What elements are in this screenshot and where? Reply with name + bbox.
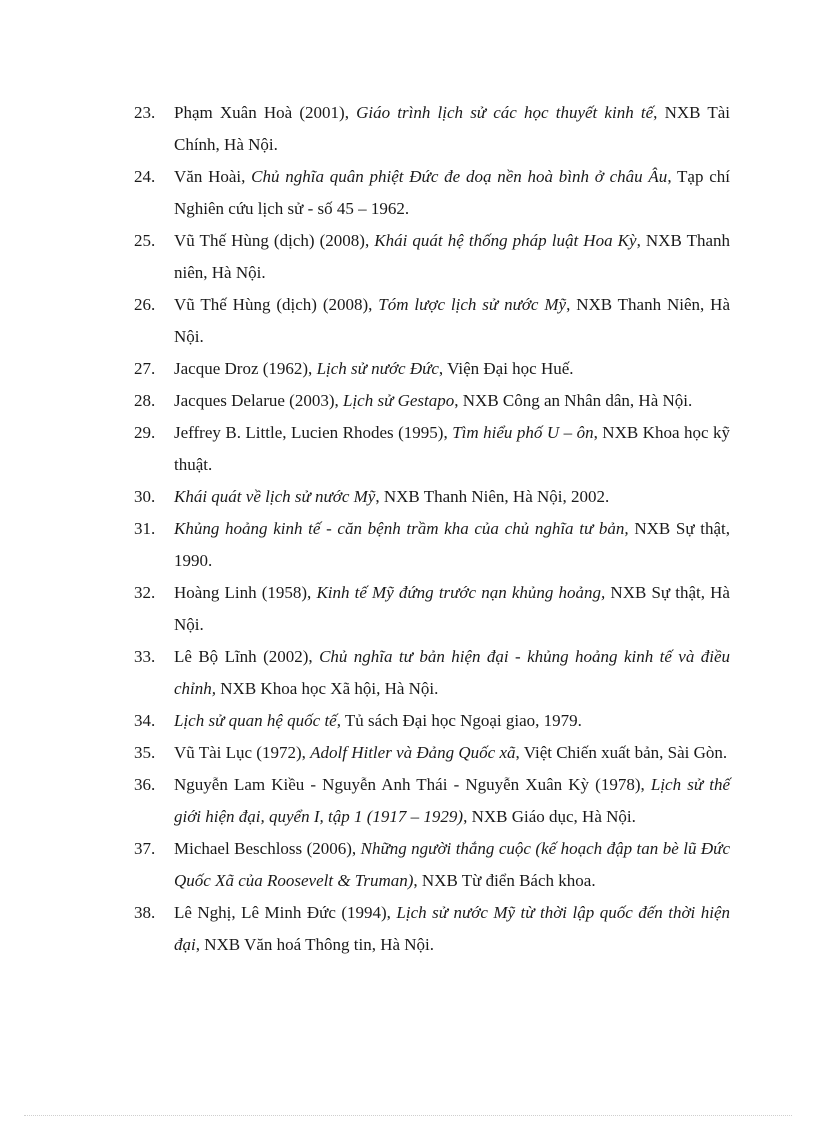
reference-number: 27. <box>134 359 156 378</box>
reference-title: Khái quát về lịch sử nước Mỹ <box>174 487 376 506</box>
reference-title: Lịch sử quan hệ quốc tế <box>174 711 337 730</box>
reference-title: Adolf Hitler và Đảng Quốc xã <box>310 743 516 762</box>
reference-number: 29. <box>134 423 156 442</box>
page-bottom-divider <box>24 1115 792 1116</box>
reference-title: Lịch sử nước Mỹ từ thời lập quốc đến thời hiện đại <box>174 903 731 954</box>
reference-text: Lê Nghị, Lê Minh Đức (1994), <box>174 903 397 922</box>
reference-text: NXB Sự thật, 1990. <box>174 519 730 570</box>
reference-item <box>0 225 730 289</box>
reference-item <box>0 481 730 513</box>
reference-item <box>0 353 730 385</box>
reference-text: , NXB Thanh Niên, Hà Nội, 2002. <box>375 487 610 506</box>
reference-text: , Tủ sách Đại học Ngoại giao, 1979. <box>336 711 582 730</box>
reference-number: 36. <box>134 775 156 794</box>
reference-title: Chủ nghĩa quân phiệt Đức đe doạ nền hoà bình ở châu Âu <box>251 167 668 186</box>
reference-title: Khái quát hệ thống pháp luật Hoa Kỳ <box>374 231 637 250</box>
reference-text: Jeffrey B. Little, Lucien Rhodes (1995), <box>174 423 453 442</box>
reference-number: 31. <box>134 519 156 538</box>
reference-title: Giáo trình lịch sử các học thuyết kinh tế <box>356 103 654 122</box>
reference-text: Vũ Thế Hùng (dịch) (2008), <box>174 295 379 314</box>
reference-text: Văn Hoài, <box>174 167 252 186</box>
reference-item <box>0 737 730 769</box>
reference-text: , NXB Công an Nhân dân, Hà Nội. <box>454 391 693 410</box>
reference-text: Lê Bộ Lĩnh (2002), <box>174 647 320 666</box>
reference-item <box>0 417 730 481</box>
reference-item <box>0 385 730 417</box>
reference-text: , NXB Giáo dục, Hà Nội. <box>463 807 636 826</box>
reference-item <box>0 97 730 161</box>
reference-number: 35. <box>134 743 156 762</box>
reference-text: Vũ Tài Lục (1972), <box>174 743 311 762</box>
reference-title: Lịch sử nước Đức <box>316 359 439 378</box>
reference-item <box>0 897 730 961</box>
reference-item <box>0 289 730 353</box>
reference-text: NXB Sự thật, Hà Nội. <box>174 583 730 634</box>
reference-item <box>0 705 730 737</box>
reference-number: 25. <box>134 231 156 250</box>
reference-text: , Việt Chiến xuất bản, Sài Gòn. <box>515 743 728 762</box>
reference-item <box>0 161 730 225</box>
reference-number: 28. <box>134 391 156 410</box>
reference-number: 34. <box>134 711 156 730</box>
reference-number: 24. <box>134 167 156 186</box>
reference-text: , Tạp chí Nghiên cứu lịch sử - số 45 – 1962. <box>174 167 730 218</box>
reference-text: , NXB Thanh niên, Hà Nội. <box>174 231 731 282</box>
reference-title: Những người thắng cuộc (kế hoạch đập tan bè lũ Đức Quốc Xã của Roosevelt & Truman) <box>174 839 730 890</box>
reference-text: Hoàng Linh (1958), <box>174 583 317 602</box>
reference-item <box>0 769 730 833</box>
reference-number: 38. <box>134 903 156 922</box>
reference-number: 37. <box>134 839 156 858</box>
reference-text: , NXB Từ điển Bách khoa. <box>413 871 596 890</box>
reference-list <box>0 97 816 961</box>
reference-text: Jacques Delarue (2003), <box>174 391 343 410</box>
reference-item <box>0 641 730 705</box>
reference-text: Phạm Xuân Hoà (2001), <box>174 103 357 122</box>
reference-number: 33. <box>134 647 156 666</box>
reference-text: , NXB Khoa học kỹ thuật. <box>174 423 730 474</box>
reference-title: Tìm hiểu phố U – ôn <box>452 423 594 442</box>
reference-title: Khủng hoảng kinh tế - căn bệnh trầm kha của chủ nghĩa tư bản, <box>174 519 629 538</box>
reference-item <box>0 833 730 897</box>
reference-text: , NXB Tài Chính, Hà Nội. <box>174 103 730 154</box>
reference-title: Lịch sử Gestapo <box>343 391 455 410</box>
reference-text: Vũ Thế Hùng (dịch) (2008), <box>174 231 375 250</box>
reference-text: , NXB Văn hoá Thông tin, Hà Nội. <box>195 935 435 954</box>
reference-text: Michael Beschloss (2006), <box>174 839 361 858</box>
reference-number: 32. <box>134 583 156 602</box>
reference-text: , NXB Thanh Niên, Hà Nội. <box>174 295 730 346</box>
reference-text: NXB Khoa học Xã hội, Hà Nội. <box>216 679 439 698</box>
reference-text: Jacque Droz (1962), <box>174 359 317 378</box>
reference-number: 23. <box>134 103 156 122</box>
reference-item <box>0 513 730 577</box>
reference-title: Lịch sử thế giới hiện đại, quyển I, tập 1 (1917 – 1929) <box>174 775 730 826</box>
reference-number: 30. <box>134 487 156 506</box>
reference-text: Nguyễn Lam Kiều - Nguyễn Anh Thái - Nguyễn Xuân Kỳ (1978), <box>174 775 651 794</box>
reference-number: 26. <box>134 295 156 314</box>
reference-title: Chủ nghĩa tư bản hiện đại - khủng hoảng kinh tế và điều chỉnh, <box>174 647 730 698</box>
reference-title: Kinh tế Mỹ đứng trước nạn khủng hoảng, <box>316 583 606 602</box>
reference-title: Tóm lược lịch sử nước Mỹ <box>378 295 567 314</box>
reference-item <box>0 577 730 641</box>
reference-text: , Viện Đại học Huế. <box>438 359 574 378</box>
